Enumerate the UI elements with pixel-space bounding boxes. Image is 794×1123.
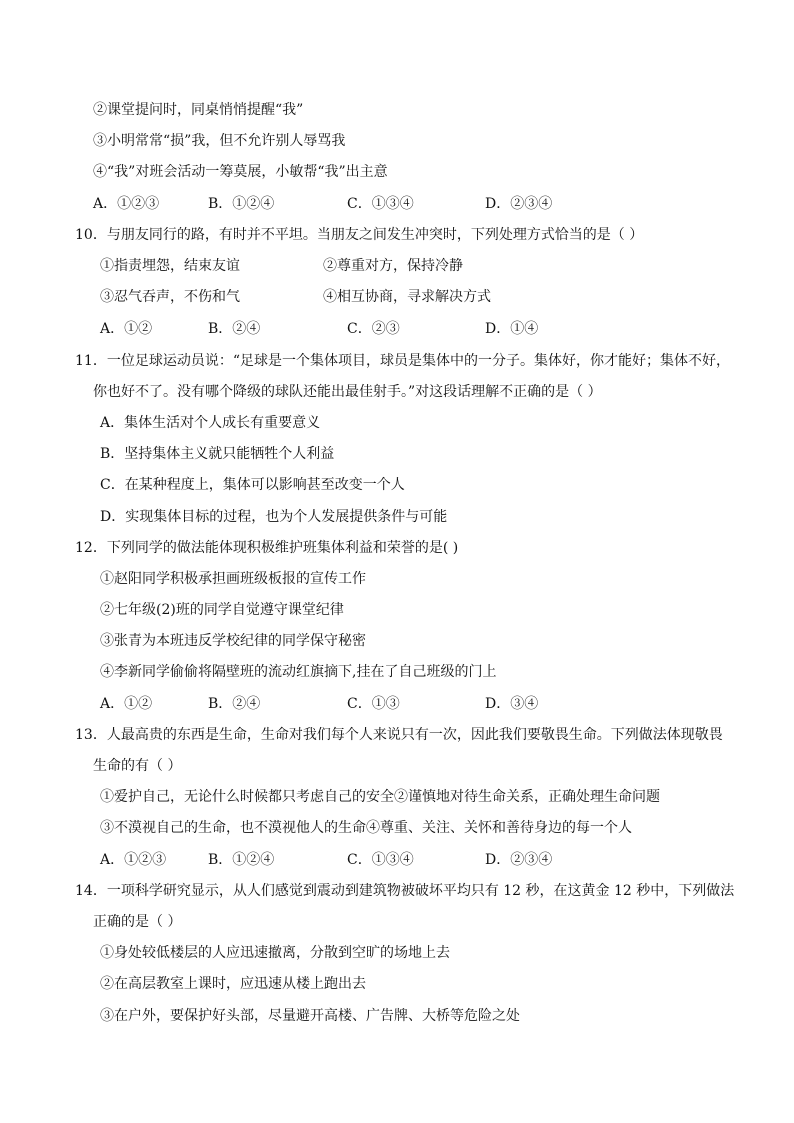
q11-stem-line-2: 你也好不了。没有哪个降级的球队还能出最佳射手。”对这段话理解不正确的是（ ） — [93, 384, 602, 400]
q14-stem-line-2: 正确的是（ ） — [93, 914, 182, 930]
q12-stem: 12．下列同学的做法能体现积极维护班集体利益和荣誉的是( ) — [75, 540, 459, 556]
q9-option-b: B．①②④ — [208, 196, 275, 212]
q14-statement-2: ②在高层教室上课时，应迅速从楼上跑出去 — [100, 976, 366, 992]
q10-option-b: B．②④ — [208, 321, 261, 337]
q13-stem-line-2: 生命的有（ ） — [93, 758, 182, 774]
q11-option-c: C．在某种程度上，集体可以影响甚至改变一个人 — [100, 477, 405, 493]
q13-option-a: A．①②③ — [100, 852, 167, 868]
q11-option-a: A．集体生活对个人成长有重要意义 — [100, 415, 321, 431]
q9-option-c: C．①③④ — [347, 196, 414, 212]
q12-statement-1: ①赵阳同学积极承担画班级板报的宣传工作 — [100, 571, 366, 587]
q10-statement-1: ①指责埋怨，结束友谊 — [100, 258, 240, 274]
q13-statements-1-2: ①爱护自己，无论什么时候都只考虑自己的安全②谨慎地对待生命关系，正确处理生命问题 — [100, 789, 660, 805]
q10-statement-3: ③忍气吞声，不伤和气 — [100, 289, 240, 305]
q12-statement-2: ②七年级(2)班的同学自觉遵守课堂纪律 — [100, 602, 344, 618]
q13-stem-line-1: 13．人最高贵的东西是生命，生命对我们每个人来说只有一次，因此我们要敬畏生命。下列做法体现敬畏 — [75, 727, 723, 743]
q9-statement-4: ④“我”对班会活动一筹莫展，小敏帮“我”出主意 — [93, 164, 388, 180]
q14-statement-1: ①身处较低楼层的人应迅速撤离，分散到空旷的场地上去 — [100, 945, 450, 961]
q14-statement-3: ③在户外，要保护好头部，尽量避开高楼、广告牌、大桥等危险之处 — [100, 1008, 520, 1024]
q12-option-b: B．②④ — [208, 696, 261, 712]
q13-option-c: C．①③④ — [347, 852, 414, 868]
q14-stem-line-1: 14．一项科学研究显示，从人们感觉到震动到建筑物被破坏平均只有 12 秒，在这黄金 12 秒中，下列做法 — [75, 883, 735, 899]
q10-option-a: A．①② — [100, 321, 153, 337]
q10-statement-2: ②尊重对方，保持冷静 — [323, 258, 463, 274]
q9-statement-2: ②课堂提问时，同桌悄悄提醒“我” — [93, 102, 304, 118]
q9-option-a: A．①②③ — [93, 196, 160, 212]
q10-option-d: D．①④ — [485, 321, 539, 337]
q10-option-c: C．②③ — [347, 321, 400, 337]
q13-statements-3-4: ③不漠视自己的生命，也不漠视他人的生命④尊重、关注、关怀和善待身边的每一个人 — [100, 820, 632, 836]
q12-statement-4: ④李新同学偷偷将隔壁班的流动红旗摘下,挂在了自己班级的门上 — [100, 664, 497, 680]
q11-option-b: B．坚持集体主义就只能牺牲个人利益 — [100, 446, 335, 462]
q10-stem: 10．与朋友同行的路，有时并不平坦。当朋友之间发生冲突时，下列处理方式恰当的是（ ） — [75, 227, 644, 243]
q12-statement-3: ③张青为本班违反学校纪律的同学保守秘密 — [100, 633, 366, 649]
q12-option-c: C．①③ — [347, 696, 400, 712]
q13-option-d: D．②③④ — [485, 852, 553, 868]
q11-stem-line-1: 11．一位足球运动员说：“足球是一个集体项目，球员是集体中的一分子。集体好，你才能好；集体不好， — [75, 353, 730, 369]
q12-option-a: A．①② — [100, 696, 153, 712]
q9-option-d: D．②③④ — [485, 196, 553, 212]
q12-option-d: D．③④ — [485, 696, 539, 712]
q13-option-b: B．①②④ — [208, 852, 275, 868]
q10-statement-4: ④相互协商，寻求解决方式 — [323, 289, 491, 305]
q11-option-d: D．实现集体目标的过程，也为个人发展提供条件与可能 — [100, 509, 448, 525]
q9-statement-3: ③小明常常“损”我，但不允许别人辱骂我 — [93, 133, 346, 149]
